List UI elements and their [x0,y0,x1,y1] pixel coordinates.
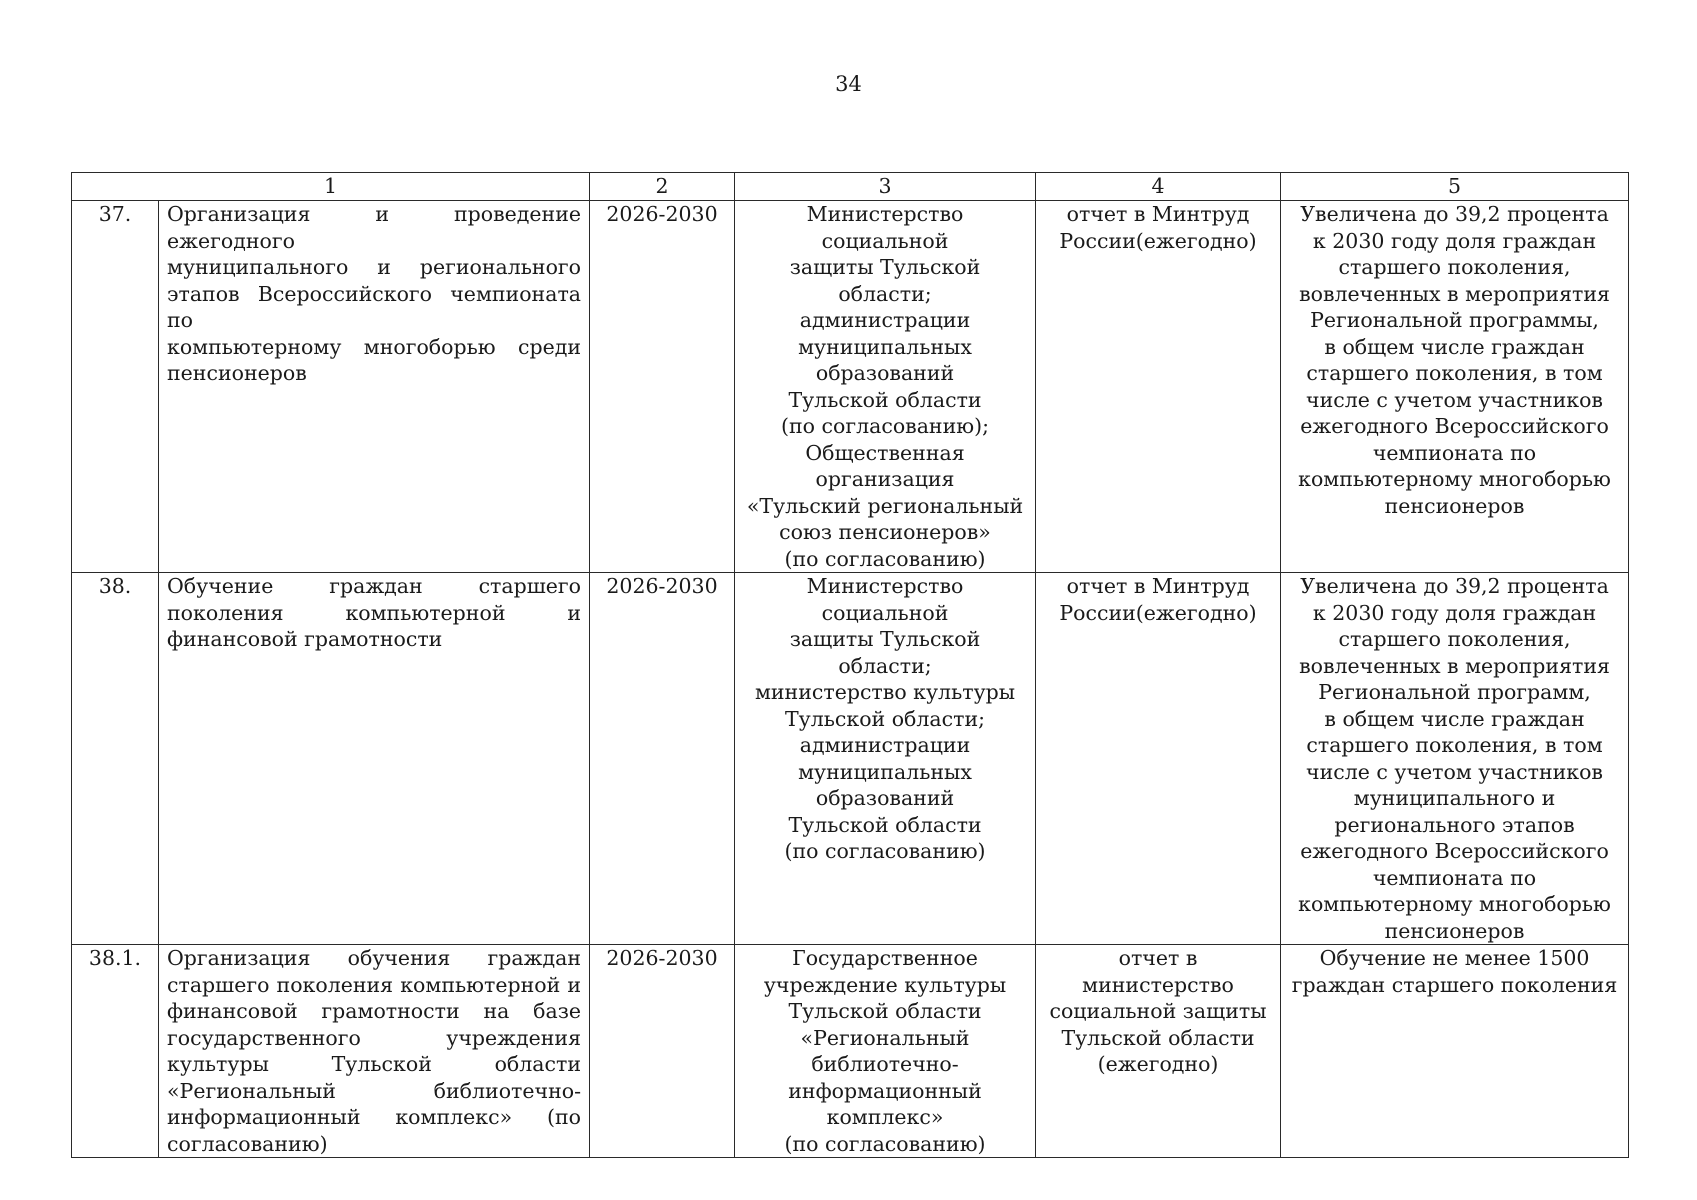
measure-title-line: финансовой грамотности [167,627,443,651]
responsible-executors-line: администрации [799,308,971,332]
header-col-1: 1 [72,173,590,201]
expected-result-line: старшего поколения, [1338,255,1571,279]
implementation-period: 2026-2030 [590,945,735,1158]
responsible-executors-line: информационный [788,1078,982,1103]
report-form-line: России(ежегодно) [1059,228,1257,253]
table-row [72,573,1629,945]
responsible-executors-line: администрации [799,733,971,757]
responsible-executors-line: Министерство социальной [806,574,964,625]
expected-result-line: Увеличена до 39,2 процента [1300,202,1609,226]
expected-result-line: муниципального и [1353,786,1556,810]
table-header-row [72,173,1629,201]
table-row [72,201,1629,573]
measures-table [71,172,1629,1158]
expected-result-line: старшего поколения, [1338,627,1571,651]
expected-result-line: пенсионеров [1384,493,1525,518]
expected-result-line: Региональной программ, [1318,680,1591,704]
measure-title [159,573,590,945]
measure-title-line: согласованию) [167,1131,328,1156]
responsible-executors-line: Государственное [792,946,978,970]
responsible-executors-line: образований [815,786,955,810]
responsible-executors-line: союз пенсионеров» [779,520,991,544]
header-col-3: 3 [735,173,1036,201]
expected-result-line: к 2030 году доля граждан [1312,600,1597,625]
measure-title-line: этапов Всероссийского чемпионата по [167,281,582,332]
expected-result-line: Увеличена до 39,2 процента [1300,574,1609,598]
row-number: 37. [72,201,159,573]
expected-result-line: пенсионеров [1384,918,1525,943]
expected-result-line: компьютерному многоборью [1298,467,1611,491]
expected-result-line: к 2030 году доля граждан [1312,228,1597,253]
responsible-executors-line: комплекс» [826,1105,944,1129]
report-form [1036,573,1281,945]
expected-result-line: в общем числе граждан [1324,706,1585,731]
expected-result-line: ежегодного Всероссийского [1300,839,1609,863]
expected-result-line: чемпионата по [1372,865,1537,890]
measure-title-line: муниципального и регионального [167,255,582,279]
report-form-line: Тульской области [1061,1025,1255,1050]
table-row [72,945,1629,1158]
header-col-5: 5 [1281,173,1629,201]
expected-result-line: Обучение не менее 1500 [1319,946,1590,970]
expected-result-line: старшего поколения, в том [1306,733,1603,757]
page-number: 34 [835,72,862,96]
measure-title-line: Организация и проведение ежегодного [167,202,582,253]
responsible-executors-line: Министерство социальной [806,202,964,253]
responsible-executors-line: Тульской области [788,999,982,1023]
responsible-executors-line: учреждение культуры [763,972,1007,997]
measure-title-line: пенсионеров [167,361,307,385]
measure-title-line: финансовой грамотности на базе [167,999,582,1023]
responsible-executors-line: (по согласованию) [784,839,986,863]
expected-result-line: чемпионата по [1372,440,1537,465]
responsible-executors-line: Общественная [805,440,965,465]
responsible-executors-line: защиты Тульской области; [789,255,981,306]
measure-title [159,201,590,573]
expected-result-line: Региональной программы, [1310,308,1599,332]
expected-result-line: регионального этапов [1334,812,1575,837]
responsible-executors-line: «Региональный [800,1025,970,1050]
report-form-line: социальной защиты [1049,999,1267,1023]
implementation-period: 2026-2030 [590,573,735,945]
measure-title-line: старшего поколения компьютерной и [167,972,582,997]
expected-result-line: граждан старшего поколения [1291,972,1618,997]
responsible-executors-line: образований [815,361,955,385]
responsible-executors [735,201,1036,573]
expected-result-line: вовлеченных в мероприятия [1299,653,1610,678]
responsible-executors-line: Тульской области; [784,706,986,731]
responsible-executors-line: (по согласованию) [784,546,986,571]
responsible-executors-line: защиты Тульской области; [789,627,981,678]
header-col-2: 2 [590,173,735,201]
expected-result-line: числе с учетом участников [1306,387,1603,412]
report-form [1036,201,1281,573]
measure-title-line: Организация обучения граждан [167,946,582,970]
report-form-line: России(ежегодно) [1059,600,1257,625]
responsible-executors [735,945,1036,1158]
expected-result [1281,945,1629,1158]
responsible-executors-line: библиотечно- [811,1052,959,1076]
expected-result-line: вовлеченных в мероприятия [1299,281,1610,306]
measure-title [159,945,590,1158]
report-form-line: отчет в Минтруд [1066,574,1250,598]
measure-title-line: Обучение граждан старшего [167,574,582,598]
expected-result-line: числе с учетом участников [1306,759,1603,784]
responsible-executors [735,573,1036,945]
expected-result-line: компьютерному многоборью [1298,892,1611,916]
responsible-executors-line: Тульской области [788,812,982,837]
expected-result-line: старшего поколения, в том [1306,361,1603,385]
measure-title-line: компьютерному многоборью среди [167,334,582,359]
row-number: 38.1. [72,945,159,1158]
responsible-executors-line: муниципальных [798,334,972,359]
implementation-period: 2026-2030 [590,201,735,573]
responsible-executors-line: «Тульский региональный [746,493,1024,518]
row-number: 38. [72,573,159,945]
responsible-executors-line: муниципальных [798,759,972,784]
responsible-executors-line: организация [815,467,955,491]
measure-title-line: «Региональный библиотечно- [167,1078,582,1103]
responsible-executors-line: (по согласованию) [784,1131,986,1156]
report-form [1036,945,1281,1158]
expected-result-line: в общем числе граждан [1324,334,1585,359]
header-col-4: 4 [1036,173,1281,201]
expected-result [1281,201,1629,573]
measure-title-line: информационный комплекс» (по [167,1105,582,1129]
expected-result [1281,573,1629,945]
report-form-line: (ежегодно) [1097,1052,1219,1076]
report-form-line: отчет в Минтруд [1066,202,1250,226]
measure-title-line: государственного учреждения [167,1025,582,1050]
report-form-line: отчет в [1118,946,1198,970]
expected-result-line: ежегодного Всероссийского [1300,414,1609,438]
measure-title-line: культуры Тульской области [167,1052,582,1076]
responsible-executors-line: (по согласованию); [781,414,990,438]
responsible-executors-line: Тульской области [788,387,982,412]
report-form-line: министерство [1082,972,1234,997]
measure-title-line: поколения компьютерной и [167,600,582,625]
responsible-executors-line: министерство культуры [754,680,1016,704]
